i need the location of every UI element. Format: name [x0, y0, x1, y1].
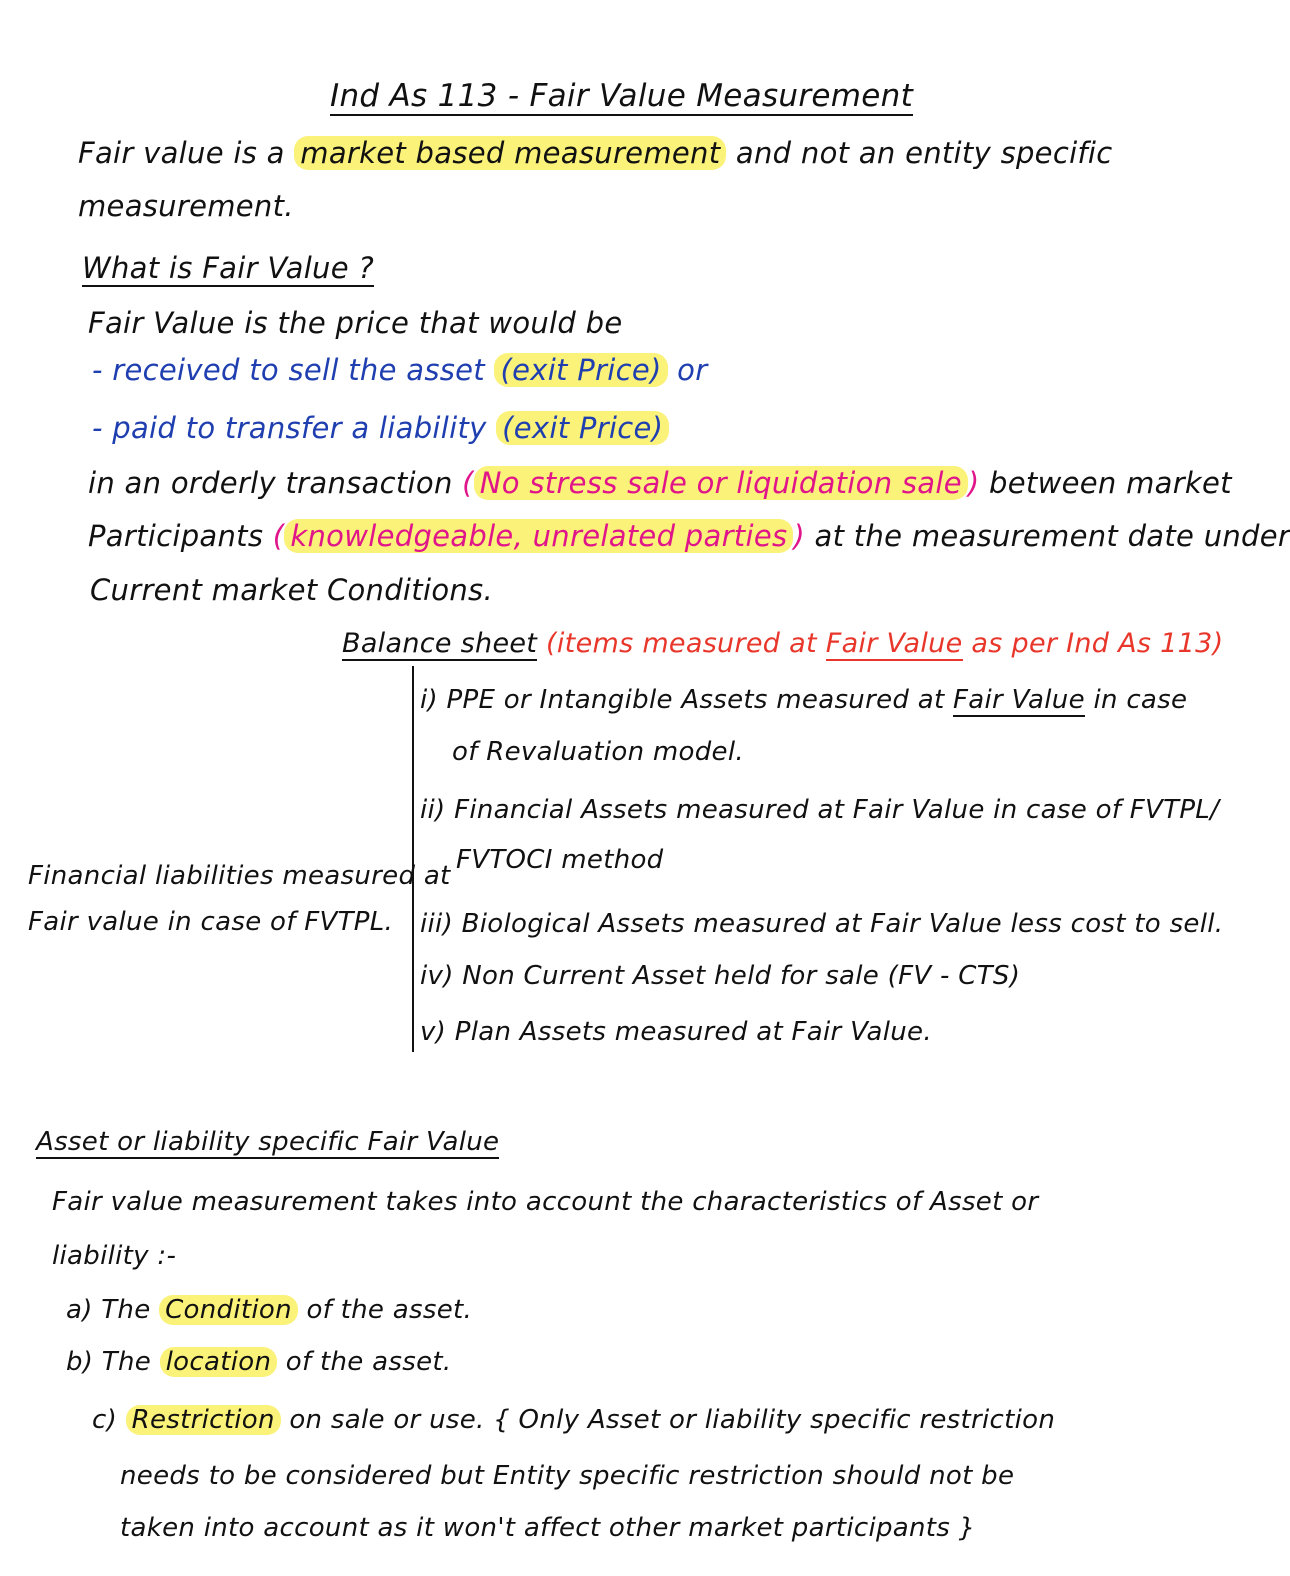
intro-line-2: measurement.: [78, 189, 294, 223]
location-highlight: location: [160, 1347, 278, 1377]
orderly-line: in an orderly transaction ( No stress sale or liquidation sale ) between market: [88, 466, 1232, 500]
asset-item-a: a) The Condition of the asset.: [66, 1295, 473, 1325]
intro-part2: and not an entity specific: [735, 136, 1113, 170]
intro-line-1: [78, 135, 1113, 171]
intro-highlight: market based measurement: [294, 136, 726, 170]
intro-part1: Fair value is a: [78, 136, 285, 170]
participants-note: knowledgeable, unrelated parties: [284, 519, 793, 553]
asset-specific-line-2: liability :-: [52, 1241, 177, 1271]
left-note-2: Fair value in case of FVTPL.: [28, 907, 394, 937]
bs-item-5: v) Plan Assets measured at Fair Value.: [420, 1017, 932, 1047]
asset-item-c-line-2: needs to be considered but Entity specific restriction should not be: [120, 1461, 1015, 1491]
condition-highlight: Condition: [159, 1295, 298, 1325]
definition-bullet-2: - paid to transfer a liability (exit Price): [92, 410, 669, 446]
balance-sheet-heading: Balance sheet (items measured at Fair Value as per Ind As 113): [342, 628, 1224, 659]
asset-specific-heading: Asset or liability specific Fair Value: [36, 1127, 500, 1157]
page-title: Ind As 113 - Fair Value Measurement: [330, 78, 914, 114]
definition-bullet-1: - received to sell the asset (exit Price) or: [92, 353, 708, 387]
exit-price-1: (exit Price): [494, 353, 667, 387]
no-stress-sale-note: No stress sale or liquidation sale: [474, 466, 968, 500]
asset-item-c: c) Restriction on sale or use. { Only Asset or liability specific restriction: [92, 1405, 1056, 1435]
left-note-1: Financial liabilities measured at: [28, 861, 451, 891]
bs-item-1: i) PPE or Intangible Assets measured at Fair Value in case: [420, 685, 1188, 715]
bs-item-4: iv) Non Current Asset held for sale (FV - CTS): [420, 961, 1021, 991]
bs-item-2: ii) Financial Assets measured at Fair Value in case of FVTPL/: [420, 795, 1220, 825]
bs-item-1-cont: of Revaluation model.: [452, 737, 744, 767]
participants-line: Participants ( knowledgeable, unrelated parties ) at the measurement date under: [88, 519, 1290, 553]
bs-item-3: iii) Biological Assets measured at Fair Value less cost to sell.: [420, 909, 1224, 939]
bs-item-2-cont: FVTOCI method: [456, 845, 664, 875]
asset-specific-line-1: Fair value measurement takes into account the characteristics of Asset or: [52, 1187, 1039, 1217]
restriction-highlight: Restriction: [126, 1405, 281, 1435]
asset-item-b: b) The location of the asset.: [66, 1347, 452, 1377]
what-heading: What is Fair Value ?: [82, 251, 375, 285]
exit-price-2: (exit Price): [496, 411, 669, 445]
definition-lead: Fair Value is the price that would be: [88, 306, 623, 340]
current-conditions: Current market Conditions.: [90, 573, 493, 607]
asset-item-c-line-3: taken into account as it won't affect other market participants }: [120, 1513, 976, 1543]
